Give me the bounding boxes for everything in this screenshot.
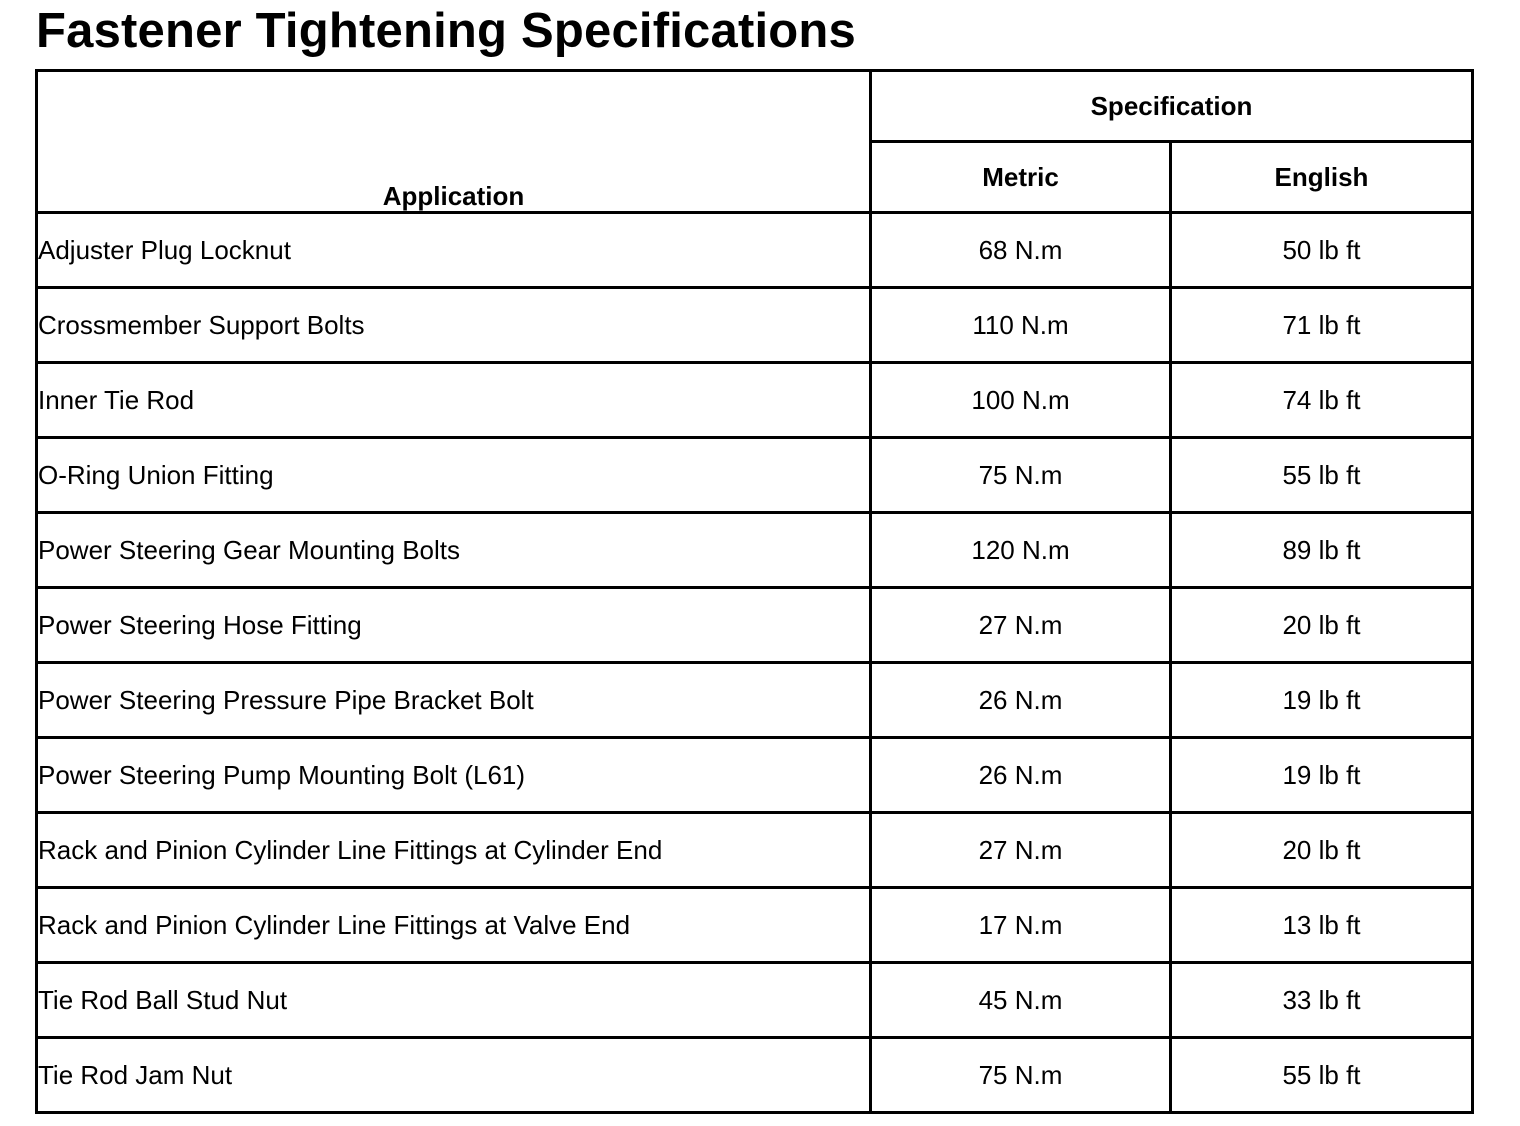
table-row xyxy=(37,738,1473,813)
table-row xyxy=(37,438,1473,513)
metric-cell: 26 N.m xyxy=(871,738,1171,813)
english-cell: 55 lb ft xyxy=(1171,438,1473,513)
application-header: Application xyxy=(37,71,871,213)
application-cell: Inner Tie Rod xyxy=(37,363,871,438)
metric-cell: 75 N.m xyxy=(871,438,1171,513)
metric-cell: 27 N.m xyxy=(871,813,1171,888)
english-cell: 89 lb ft xyxy=(1171,513,1473,588)
application-cell: Power Steering Hose Fitting xyxy=(37,588,871,663)
english-header: English xyxy=(1171,142,1473,213)
metric-cell: 45 N.m xyxy=(871,963,1171,1038)
english-cell: 13 lb ft xyxy=(1171,888,1473,963)
table-row xyxy=(37,363,1473,438)
metric-cell: 75 N.m xyxy=(871,1038,1171,1113)
table-row xyxy=(37,1038,1473,1113)
fastener-spec-table xyxy=(35,69,1474,1114)
english-cell: 20 lb ft xyxy=(1171,588,1473,663)
table-body xyxy=(37,213,1473,1113)
english-cell: 74 lb ft xyxy=(1171,363,1473,438)
table-row xyxy=(37,663,1473,738)
metric-cell: 26 N.m xyxy=(871,663,1171,738)
table-row xyxy=(37,288,1473,363)
application-cell: Tie Rod Jam Nut xyxy=(37,1038,871,1113)
table-row xyxy=(37,513,1473,588)
metric-cell: 100 N.m xyxy=(871,363,1171,438)
metric-header: Metric xyxy=(871,142,1171,213)
table-row xyxy=(37,813,1473,888)
application-cell: Crossmember Support Bolts xyxy=(37,288,871,363)
application-cell: Power Steering Pressure Pipe Bracket Bolt xyxy=(37,663,871,738)
table-header xyxy=(37,71,1473,213)
application-cell: Rack and Pinion Cylinder Line Fittings at Valve End xyxy=(37,888,871,963)
english-cell: 19 lb ft xyxy=(1171,663,1473,738)
english-cell: 50 lb ft xyxy=(1171,213,1473,288)
metric-cell: 17 N.m xyxy=(871,888,1171,963)
english-cell: 55 lb ft xyxy=(1171,1038,1473,1113)
metric-cell: 27 N.m xyxy=(871,588,1171,663)
application-cell: Tie Rod Ball Stud Nut xyxy=(37,963,871,1038)
table-row xyxy=(37,588,1473,663)
table-row xyxy=(37,963,1473,1038)
table-row xyxy=(37,213,1473,288)
metric-cell: 68 N.m xyxy=(871,213,1171,288)
application-cell: Power Steering Pump Mounting Bolt (L61) xyxy=(37,738,871,813)
table-row xyxy=(37,888,1473,963)
application-cell: Adjuster Plug Locknut xyxy=(37,213,871,288)
header-row-top xyxy=(37,71,1473,142)
page-title: Fastener Tightening Specifications xyxy=(36,4,856,58)
metric-cell: 120 N.m xyxy=(871,513,1171,588)
metric-cell: 110 N.m xyxy=(871,288,1171,363)
application-cell: Power Steering Gear Mounting Bolts xyxy=(37,513,871,588)
specification-header: Specification xyxy=(871,71,1473,142)
application-cell: Rack and Pinion Cylinder Line Fittings at Cylinder End xyxy=(37,813,871,888)
english-cell: 33 lb ft xyxy=(1171,963,1473,1038)
english-cell: 71 lb ft xyxy=(1171,288,1473,363)
application-cell: O-Ring Union Fitting xyxy=(37,438,871,513)
english-cell: 19 lb ft xyxy=(1171,738,1473,813)
english-cell: 20 lb ft xyxy=(1171,813,1473,888)
